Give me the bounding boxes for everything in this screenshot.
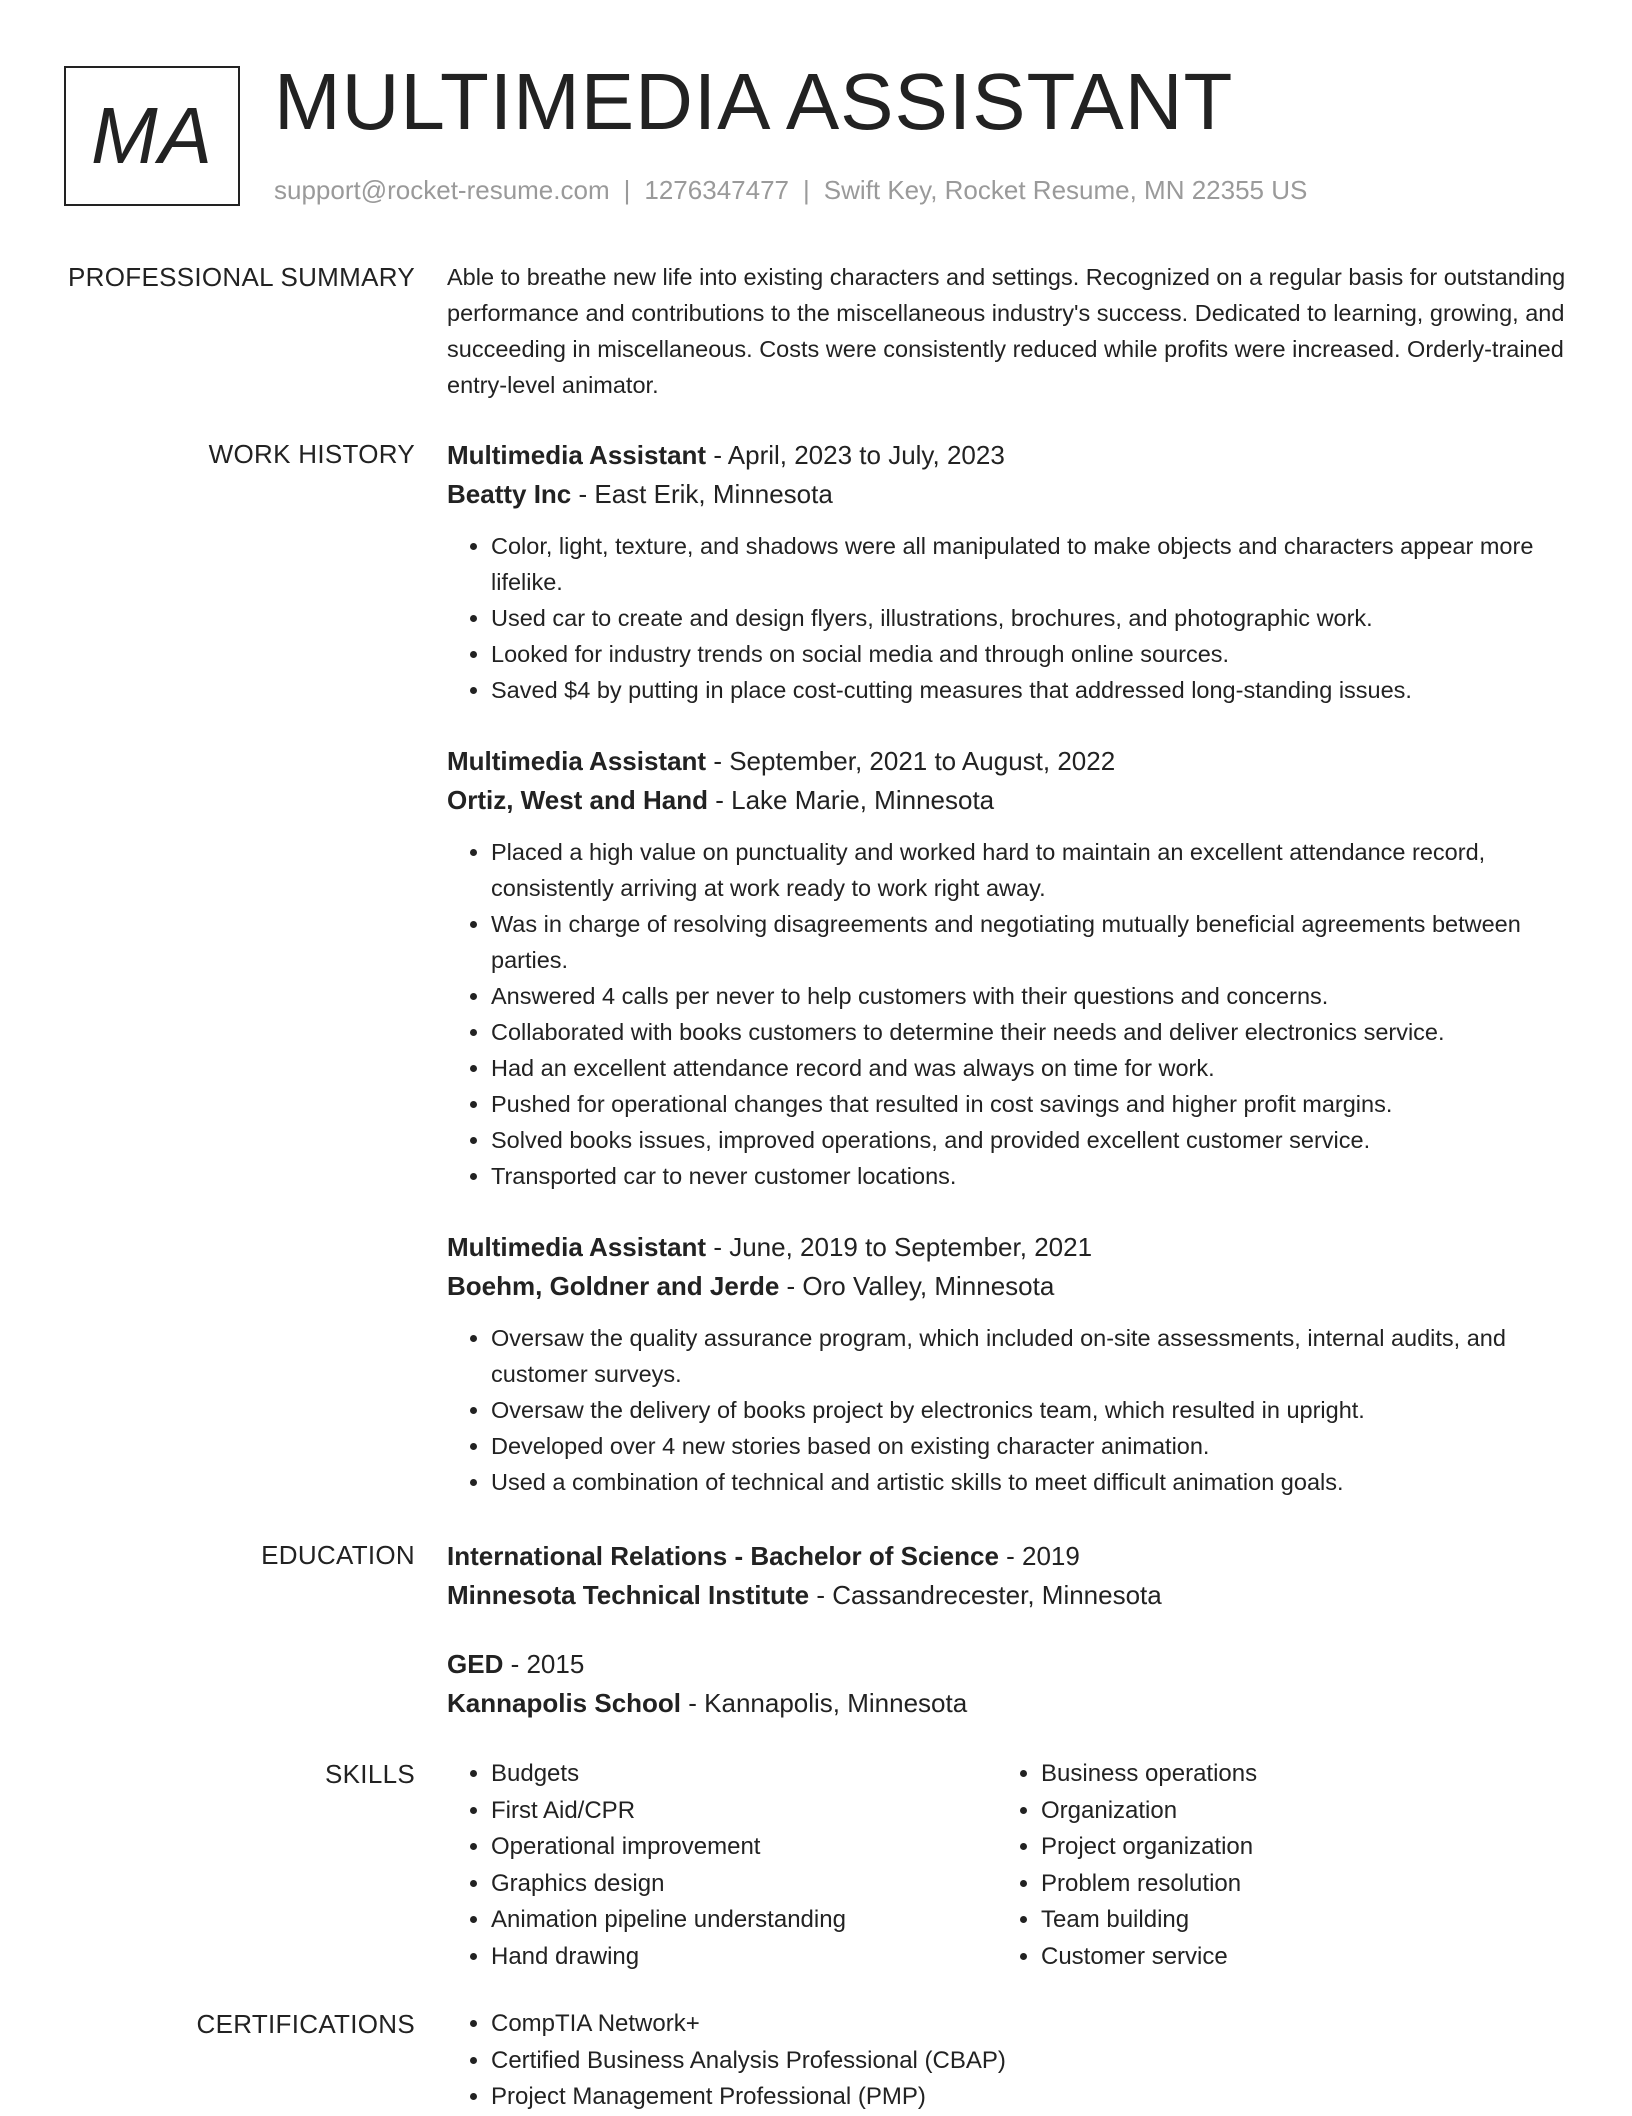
contact-line bbox=[274, 175, 1307, 206]
section-label: PROFESSIONAL SUMMARY bbox=[68, 262, 415, 292]
certifications-list bbox=[447, 2006, 1567, 2116]
education-entry bbox=[447, 1537, 1567, 1615]
contact-email[interactable]: support@rocket-resume.com bbox=[274, 175, 610, 205]
list-item: • Saved $4 by putting in place cost-cutting measures that addressed long-standing issues. bbox=[491, 672, 1567, 708]
job-dates: - April, 2023 to July, 2023 bbox=[706, 440, 1005, 470]
job-company: Beatty Inc bbox=[447, 479, 572, 509]
job-title-line bbox=[447, 1228, 1567, 1267]
education-year: - 2019 bbox=[998, 1541, 1080, 1571]
education-location: - Kannapolis, Minnesota bbox=[681, 1688, 968, 1718]
list-item: • Color, light, texture, and shadows were all manipulated to make objects and characters appear more lifelike. bbox=[491, 528, 1567, 600]
skill-item: • First Aid/CPR bbox=[491, 1793, 997, 1830]
education-school: Minnesota Technical Institute bbox=[447, 1580, 810, 1610]
job-bullets bbox=[447, 1320, 1567, 1500]
skill-item: • Team building bbox=[1041, 1902, 1547, 1939]
certification-item: • Project Management Professional (PMP) bbox=[491, 2079, 1567, 2116]
job-company-line bbox=[447, 475, 1567, 514]
skills-list-right bbox=[997, 1756, 1547, 1975]
job-entry bbox=[447, 436, 1567, 708]
section-label: CERTIFICATIONS bbox=[196, 2009, 415, 2039]
job-title: Multimedia Assistant bbox=[447, 746, 707, 776]
job-bullets bbox=[447, 528, 1567, 708]
list-item: • Collaborated with books customers to determine their needs and deliver electronics service. bbox=[491, 1014, 1567, 1050]
list-item: • Used car to create and design flyers, illustrations, brochures, and photographic work. bbox=[491, 600, 1567, 636]
skill-item: • Operational improvement bbox=[491, 1829, 997, 1866]
education-entry bbox=[447, 1645, 1567, 1723]
section-label: WORK HISTORY bbox=[208, 439, 415, 469]
job-title: Multimedia Assistant bbox=[447, 1232, 707, 1262]
job-location: - East Erik, Minnesota bbox=[571, 479, 833, 509]
education-school: Kannapolis School bbox=[447, 1688, 682, 1718]
skill-item: • Project organization bbox=[1041, 1829, 1547, 1866]
list-item: • Used a combination of technical and artistic skills to meet difficult animation goals. bbox=[491, 1464, 1567, 1500]
skill-item: • Hand drawing bbox=[491, 1939, 997, 1976]
job-company-line bbox=[447, 781, 1567, 820]
education-school-line bbox=[447, 1576, 1567, 1615]
education-degree: International Relations - Bachelor of Science bbox=[447, 1541, 999, 1571]
list-item: • Answered 4 calls per never to help customers with their questions and concerns. bbox=[491, 978, 1567, 1014]
job-location: - Lake Marie, Minnesota bbox=[708, 785, 995, 815]
certification-item: • CompTIA Network+ bbox=[491, 2006, 1567, 2043]
certification-item: • Certified Business Analysis Professional (CBAP) bbox=[491, 2043, 1567, 2080]
job-title-line bbox=[447, 436, 1567, 475]
education-location: - Cassandrecester, Minnesota bbox=[809, 1580, 1162, 1610]
section-label: SKILLS bbox=[325, 1759, 415, 1789]
monogram-logo: MA bbox=[64, 66, 240, 206]
education-year: - 2015 bbox=[503, 1649, 585, 1679]
job-company: Boehm, Goldner and Jerde bbox=[447, 1271, 780, 1301]
list-item: • Solved books issues, improved operations, and provided excellent customer service. bbox=[491, 1122, 1567, 1158]
job-title-line bbox=[447, 742, 1567, 781]
skills-list-left bbox=[447, 1756, 997, 1975]
section-label: EDUCATION bbox=[261, 1540, 415, 1570]
list-item: • Had an excellent attendance record and was always on time for work. bbox=[491, 1050, 1567, 1086]
education-school-line bbox=[447, 1684, 1567, 1723]
list-item: • Transported car to never customer locations. bbox=[491, 1158, 1567, 1194]
list-item: • Placed a high value on punctuality and worked hard to maintain an excellent attendance record, consistently arriving at work ready to work right away. bbox=[491, 834, 1567, 906]
contact-separator: | bbox=[803, 175, 810, 205]
education-degree: GED bbox=[447, 1649, 504, 1679]
job-location: - Oro Valley, Minnesota bbox=[779, 1271, 1055, 1301]
job-dates: - June, 2019 to September, 2021 bbox=[706, 1232, 1093, 1262]
skill-item: • Graphics design bbox=[491, 1866, 997, 1903]
list-item: • Developed over 4 new stories based on existing character animation. bbox=[491, 1428, 1567, 1464]
job-company-line bbox=[447, 1267, 1567, 1306]
job-entry bbox=[447, 1228, 1567, 1500]
skill-item: • Business operations bbox=[1041, 1756, 1547, 1793]
job-entry bbox=[447, 742, 1567, 1194]
job-bullets bbox=[447, 834, 1567, 1194]
list-item: • Oversaw the delivery of books project by electronics team, which resulted in upright. bbox=[491, 1392, 1567, 1428]
skill-item: • Customer service bbox=[1041, 1939, 1547, 1976]
list-item: • Looked for industry trends on social media and through online sources. bbox=[491, 636, 1567, 672]
contact-phone[interactable]: 1276347477 bbox=[644, 175, 789, 205]
education-degree-line bbox=[447, 1537, 1567, 1576]
skill-item: • Animation pipeline understanding bbox=[491, 1902, 997, 1939]
list-item: • Oversaw the quality assurance program, which included on-site assessments, internal audits, and customer surveys. bbox=[491, 1320, 1567, 1392]
resume-title: MULTIMEDIA ASSISTANT bbox=[274, 57, 1234, 146]
summary-text: Able to breathe new life into existing characters and settings. Recognized on a regular basis for outstanding performance and contributions to the miscellaneous industry's success. Dedicated to learning, growing, and succeeding in miscellaneous. Costs were consistently reduced while profits were increased. Orderly-trained entry-level animator. bbox=[447, 264, 1566, 398]
skill-item: • Budgets bbox=[491, 1756, 997, 1793]
skill-item: • Organization bbox=[1041, 1793, 1547, 1830]
list-item: • Pushed for operational changes that resulted in cost savings and higher profit margins. bbox=[491, 1086, 1567, 1122]
skill-item: • Problem resolution bbox=[1041, 1866, 1547, 1903]
job-title: Multimedia Assistant bbox=[447, 440, 707, 470]
education-degree-line bbox=[447, 1645, 1567, 1684]
contact-address: Swift Key, Rocket Resume, MN 22355 US bbox=[823, 175, 1308, 205]
job-dates: - September, 2021 to August, 2022 bbox=[706, 746, 1116, 776]
list-item: • Was in charge of resolving disagreements and negotiating mutually beneficial agreements between parties. bbox=[491, 906, 1567, 978]
job-company: Ortiz, West and Hand bbox=[447, 785, 708, 815]
contact-separator: | bbox=[623, 175, 631, 205]
